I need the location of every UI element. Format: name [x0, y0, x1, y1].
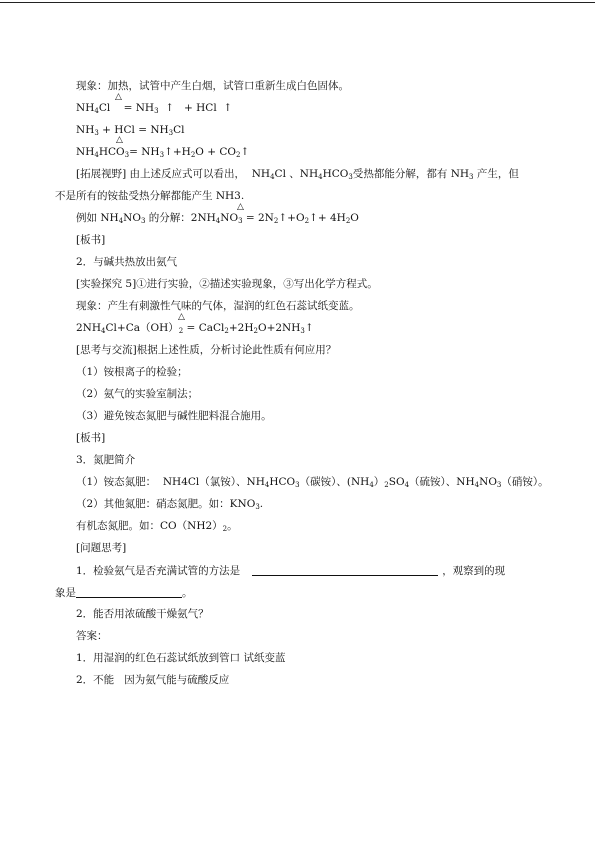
answer-blank-phenomenon[interactable]	[76, 585, 182, 598]
application-2: （2）氨气的实验室制法；	[76, 388, 199, 400]
heat-symbol-icon: △	[115, 92, 122, 102]
equation-ammonia-preparation: $2NH_4Cl+Ca(OH)_2$ = $CaCl_2+2H_2O+2NH_3↑$	[76, 322, 314, 335]
blackboard-heading: [板书]	[76, 432, 106, 444]
section-3-heading: 3．氮肥简介	[76, 454, 136, 466]
organic-fertilizers-line: 有机态氮肥。如：$CO(NH2)_2$。	[76, 520, 238, 533]
equation-nh3-hcl-combination: $NH_3$ + HCl = $NH_3Cl$	[76, 124, 185, 137]
question-2: 2．能否用浓硫酸干燥氨气？	[76, 608, 209, 620]
ammonium-fertilizers-line: （1）铵态氮肥： NH4Cl（氯铵）、$NH_4HCO_3$（碳铵）、$(NH_4)_2SO_4$（硫铵）、$NH_4NO_3$（硝铵）。	[76, 476, 549, 489]
question-1: 1．检验氨气是否充满试管的方法是 ，观察到的现	[76, 565, 506, 577]
page-top-border	[0, 2, 595, 3]
blackboard-heading: [板书]	[76, 234, 106, 246]
example-nh4no3-decomposition: 例如 $NH_4NO_3$ 的分解：$2NH_4NO_3$ = $2N_2↑+O_2↑+ 4H_2O$	[76, 212, 359, 225]
phenomenon-heating-line: 现象：加热，试管中产生白烟，试管口重新生成白色固体。	[76, 80, 349, 92]
answer-heading: 答案：	[76, 630, 108, 642]
answer-blank-method[interactable]	[252, 563, 438, 576]
extended-view-continuation: 不是所有的铵盐受热分解都能产生 NH3.	[55, 190, 245, 202]
question-1-continuation: 象是 。	[55, 587, 193, 599]
equation-nh4cl-decomposition: $NH_4Cl$ = $NH_3$ ↑ + HCl ↑	[76, 102, 233, 115]
section-2-heading: 2．与碱共热放出氨气	[76, 256, 178, 268]
heat-symbol-icon: △	[178, 312, 185, 322]
experiment-explore-5: [实验探究 5]①进行实验，②描述实验现象，③写出化学方程式。	[76, 278, 378, 290]
answer-1: 1．用湿润的红色石蕊试纸放到管口 试纸变蓝	[76, 652, 286, 664]
think-and-discuss: [思考与交流]根据上述性质，分析讨论此性质有何应用？	[76, 344, 337, 356]
other-fertilizers-line: （2）其他氮肥：硝态氮肥。如：$KNO_3$.	[76, 498, 264, 511]
question-thinking-heading: [问题思考]	[76, 542, 127, 554]
equation-nh4hco3-decomposition: $NH_4HCO_3=$ $NH_3↑+H_2O$ + $CO_2↑$	[76, 146, 250, 159]
phenomenon-gas-line: 现象：产生有刺激性气味的气体，湿润的红色石蕊试纸变蓝。	[76, 300, 360, 312]
application-3: （3）避免铵态氮肥与碱性肥料混合施用。	[76, 410, 272, 422]
application-1: （1）铵根离子的检验；	[76, 366, 188, 378]
answer-2: 2．不能 因为氨气能与硫酸反应	[76, 674, 230, 686]
heat-symbol-icon: △	[237, 202, 244, 212]
heat-symbol-icon: △	[116, 135, 123, 145]
extended-view-paragraph: [拓展视野] 由上述反应式可以看出， $NH_4Cl$ 、$NH_4HCO_3$受热都能分解，都有 $NH_3$ 产生，但	[76, 168, 519, 181]
